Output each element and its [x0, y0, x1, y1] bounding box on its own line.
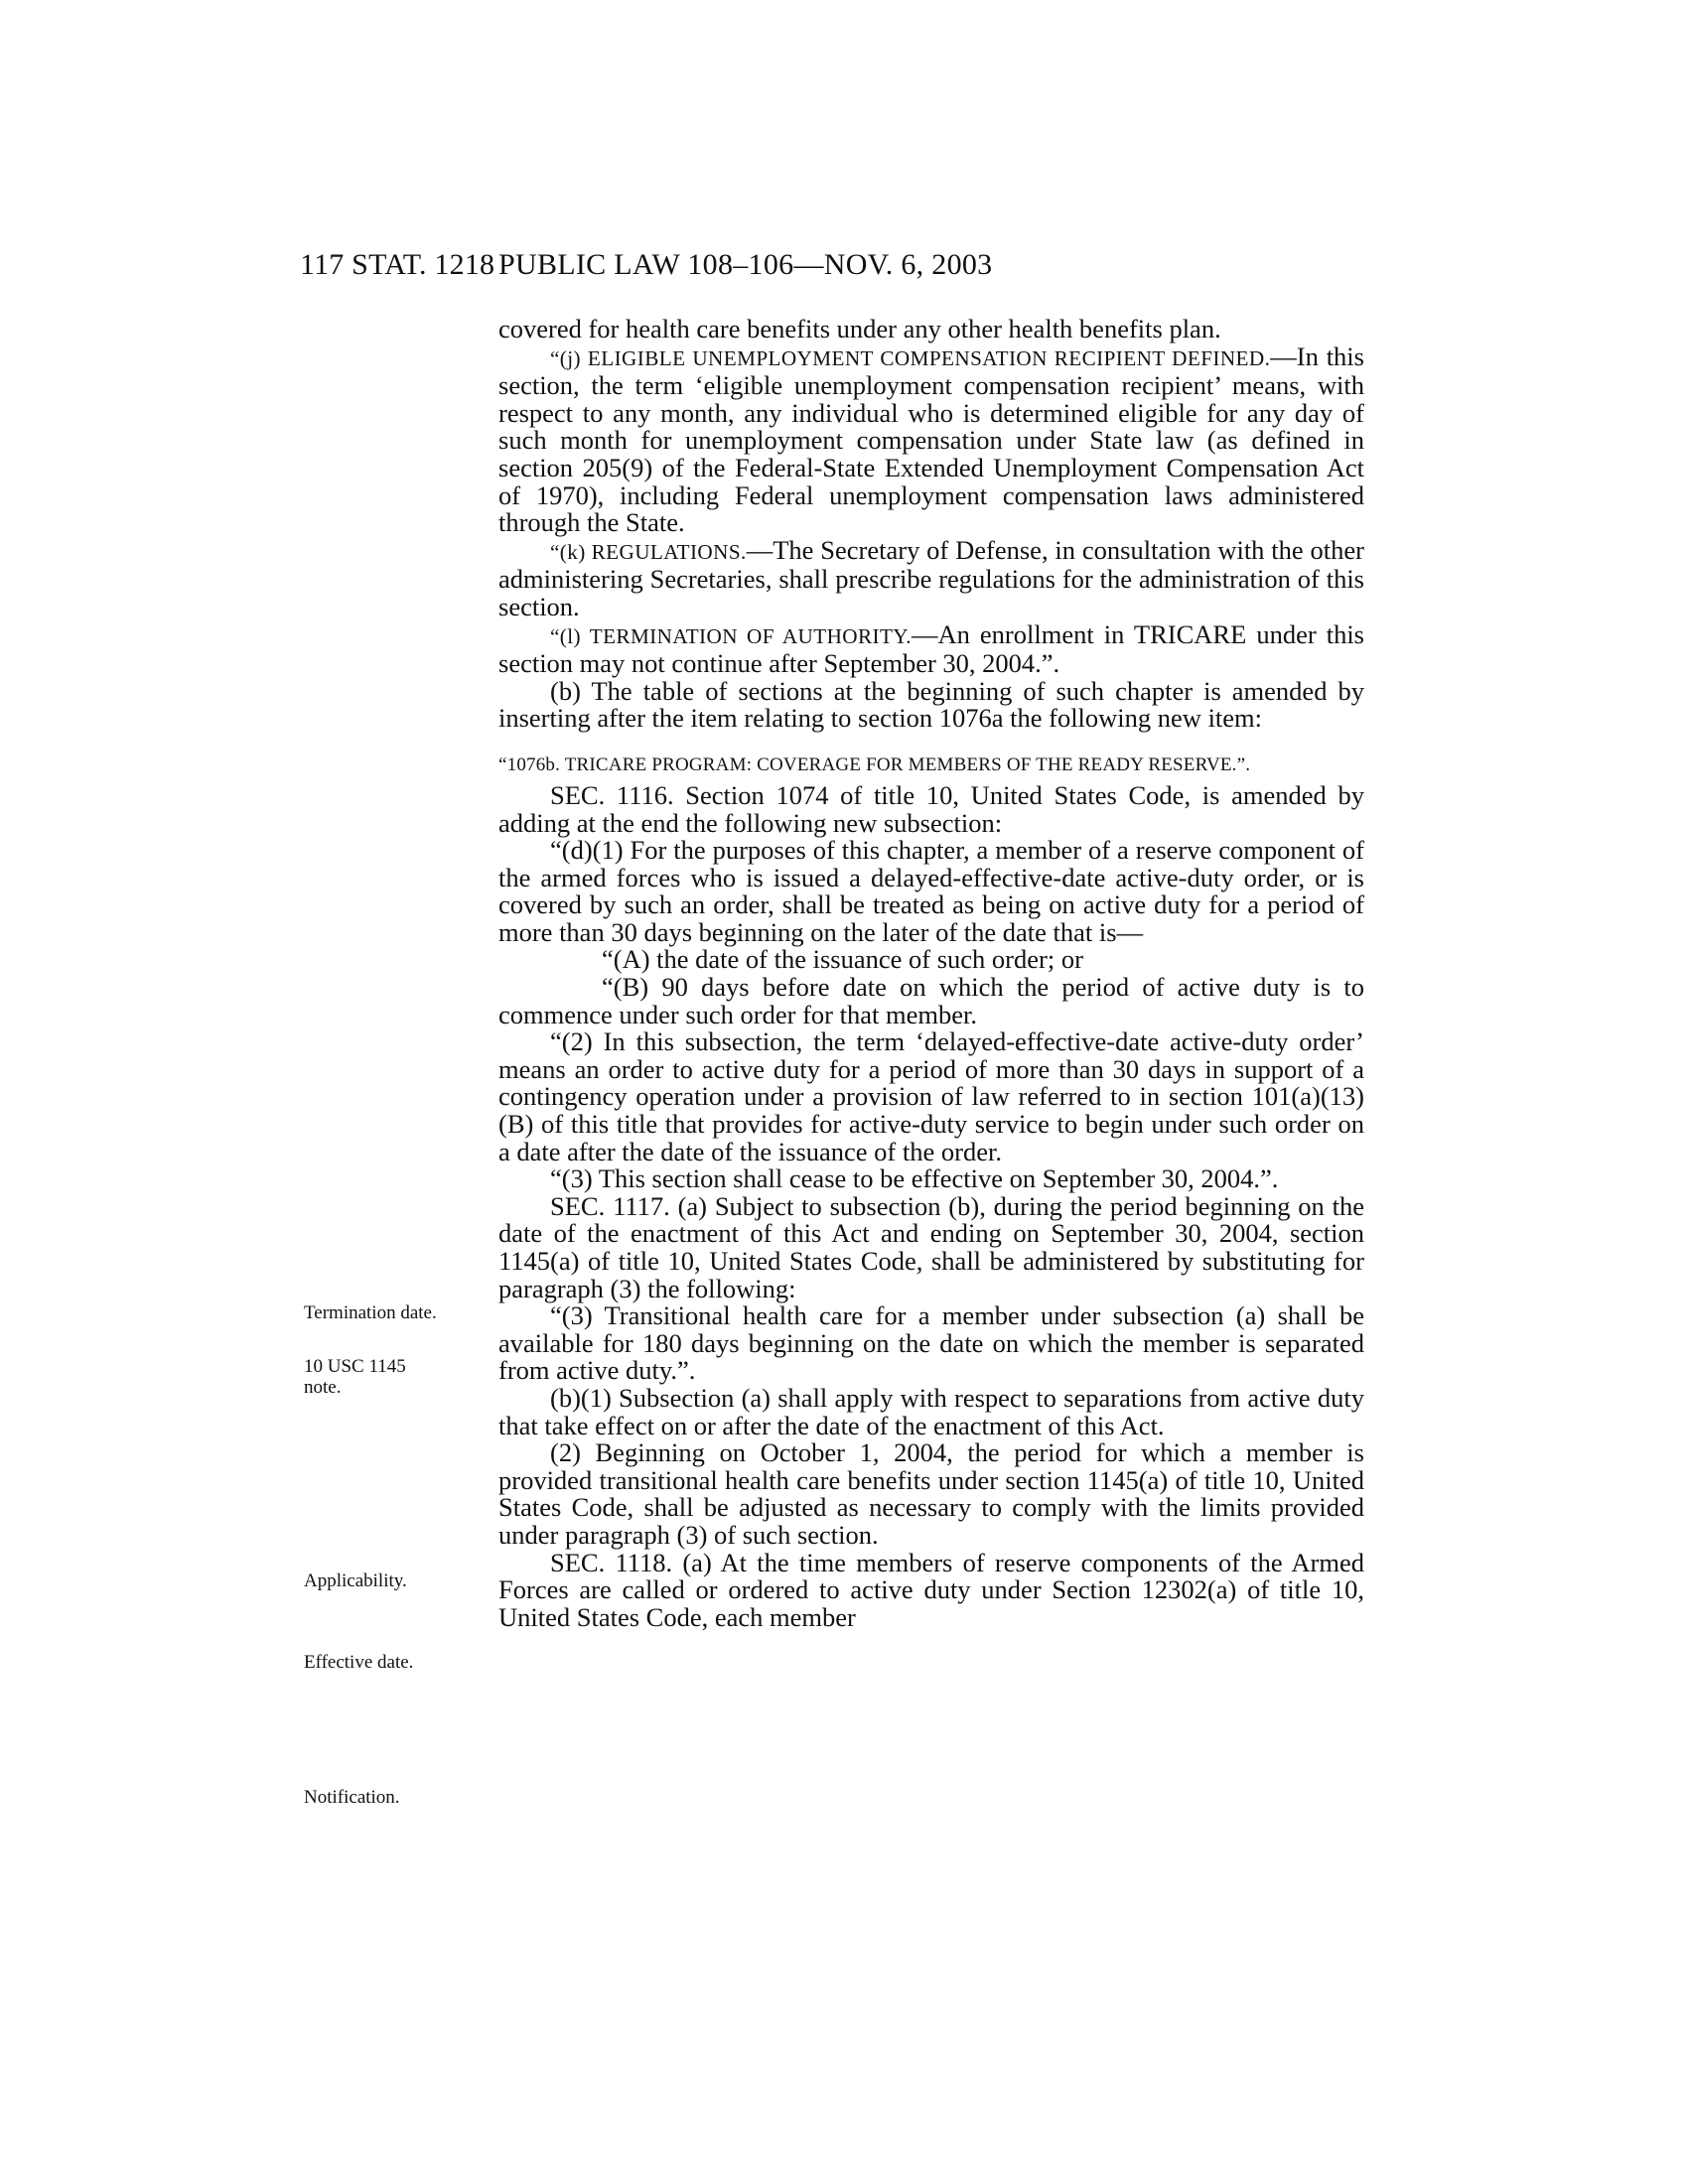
paragraph-section-1116: SEC. 1116. Section 1074 of title 10, United States Code, is amended by adding at the end the following new subsection:: [498, 779, 1364, 838]
paragraph: “(d)(1) For the purposes of this chapter, a member of a reserve component of the armed forces who is issued a delayed-effective-date active-duty order, or is covered by such an order, shall be treated as being on active duty for a period of more than 30 days beginning on the later of the date that is—: [498, 835, 1364, 947]
statute-page-number: 117 STAT. 1218: [300, 248, 495, 281]
subsection-heading: “(l) TERMINATION OF AUTHORITY.: [550, 623, 912, 648]
margin-note-termination-date: Termination date.: [304, 1302, 437, 1323]
subsection-text: —The Secretary of Defense, in consultation with the other administering Secretaries, shall prescribe regulations for the administration of this section.: [498, 534, 1364, 621]
paragraph-section-1118: SEC. 1118. (a) At the time members of reserve components of the Armed Forces are called or ordered to active duty under Section 12302(a) of title 10, United States Code, each member: [498, 1547, 1364, 1632]
paragraph: “(3) Transitional health care for a member under subsection (a) shall be available for 180 days beginning on the date on which the member is separated from active duty.”.: [498, 1300, 1364, 1386]
paragraph-termination: [498, 618, 1364, 679]
paragraph: (b) The table of sections at the beginning of such chapter is amended by inserting after the item relating to section 1076a the following new item:: [498, 675, 1364, 734]
subparagraph: “(A) the date of the issuance of such order; or: [602, 944, 1083, 975]
paragraph-regulations: [498, 534, 1364, 621]
paragraph: (2) Beginning on October 1, 2004, the period for which a member is provided transitional health care benefits under section 1145(a) of title 10, United States Code, shall be adjusted as necessary to comply with the limits provided under paragraph (3) of such section.: [498, 1437, 1364, 1550]
subsection-text: —In this section, the term ‘eligible unemployment compensation recipient’ means, with respect to any month, any individual who is determined eligible for any day of such month for unemployment compensation under State law (as defined in section 205(9) of the Federal-State Extended Unemployment Compensation Act of 1970), including Federal unemployment compensation laws administered through the State.: [498, 341, 1364, 538]
paragraph: (b)(1) Subsection (a) shall apply with respect to separations from active duty that take effect on or after the date of the enactment of this Act.: [498, 1382, 1364, 1440]
running-header: PUBLIC LAW 108–106—NOV. 6, 2003: [498, 248, 993, 281]
subsection-heading: “(k) REGULATIONS.: [550, 539, 747, 564]
paragraph: “(3) This section shall cease to be effective on September 30, 2004.”.: [550, 1163, 1279, 1194]
paragraph: covered for health care benefits under any other health benefits plan.: [498, 314, 1221, 343]
margin-note-applicability: Applicability.: [304, 1570, 407, 1591]
subsection-text: —An enrollment in TRICARE under this section may not continue after September 30, 2004.”.: [498, 618, 1364, 679]
statute-body: [498, 316, 1364, 1631]
paragraph: “(2) In this subsection, the term ‘delayed-effective-date active-duty order’ means an order to active duty for a period of more than 30 days in support of a contingency operation under a provision of law referred to in section 101(a)(13)(B) of this title that provides for active-duty service to begin under such order on a date after the date of the issuance of the order.: [498, 1026, 1364, 1166]
table-of-sections-item: “1076b. TRICARE PROGRAM: COVERAGE FOR MEMBERS OF THE READY RESERVE.”.: [498, 753, 1251, 775]
margin-note-usc-citation: 10 USC 1145 note.: [304, 1356, 406, 1398]
margin-note-effective-date: Effective date.: [304, 1652, 414, 1673]
paragraph-definition: [498, 343, 1364, 537]
paragraph-section-1117: SEC. 1117. (a) Subject to subsection (b), during the period beginning on the date of the enactment of this Act and ending on September 30, 2004, section 1145(a) of title 10, United States Code, shall be administered by substituting for paragraph (3) the following:: [498, 1190, 1364, 1303]
subparagraph: “(B) 90 days before date on which the period of active duty is to commence under such order for that member.: [498, 972, 1364, 1029]
subsection-heading: “(j) ELIGIBLE UNEMPLOYMENT COMPENSATION RECIPIENT DEFINED.: [550, 345, 1271, 370]
margin-note-notification: Notification.: [304, 1787, 400, 1808]
